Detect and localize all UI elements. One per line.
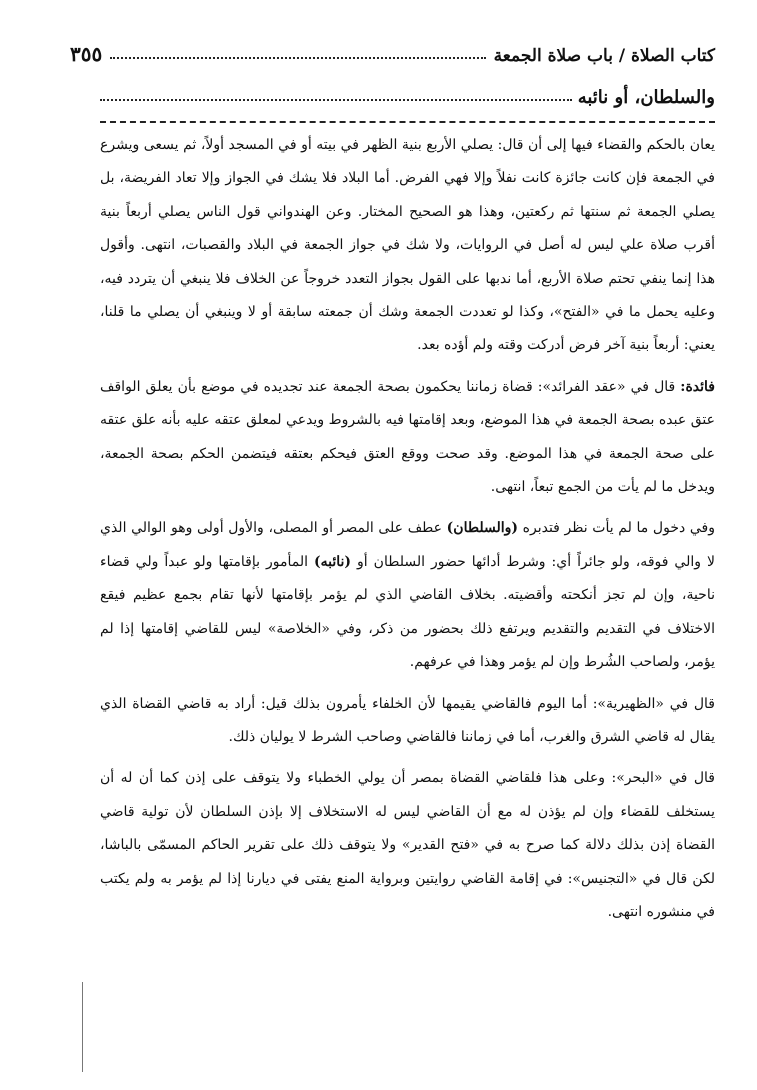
running-title: كتاب الصلاة / باب صلاة الجمعة	[493, 46, 715, 66]
paragraph-4: قال في «الظهيرية»: أما اليوم فالقاضي يقيمها لأن الخلفاء يأمرون بذلك قيل: أراد به قاضي القضاة الذي يقال له قاضي الشرق والغرب، أما في زماننا فالقاضي وصاحب الشرط لا يوليان ذلك.	[100, 695, 715, 745]
paragraph-5: قال في «البحر»: وعلى هذا فلقاضي القضاة بمصر أن يولي الخطباء ولا يتوقف على إذن كما أن له أن يستخلف للقضاء وإن لم يؤذن له مع أن القاضي ليس له الاستخلاف إلا بإذن السلطان لأن تولية قاضي القضاة إذن بذلك دلالة كما صرح به في «فتح القدير» ولا يتوقف ذلك على تقرير الحاكم المسمّى بالباشا، لكن قال في «التجنيس»: في إقامة القاضي روايتين وبرواية المنع يفتى في ديارنا إذا لم يؤمر به ولم يكتب في منشوره انتهى.	[100, 770, 715, 920]
commentary-body	[100, 129, 715, 929]
matn-dotted-leader	[100, 99, 572, 101]
paragraph-3-part-c: عطف على المصر أو المصلى، والأول أولى وهو الوالي الذي لا والي فوقه، ولو جائراً أي: وشرط أدائها حضور السلطان أو	[100, 520, 715, 570]
paragraph-2-text: قال في «عقد الفرائد»: قضاة زماننا يحكمون بصحة الجمعة عند تجديده في موضع بأن يعلق الواقف عتق عبده بصحة الجمعة في هذا الموضع، وبعد إقامتها فيه بالشروط ويدعي لمعلق عتقه عليه بأنه علق عتقه على صحة الجمعة في هذا الموضع. وقد صحت ووقع العتق فيحكم بعتقه فيتضمن الحكم بصحة الجمعة، ويدخل ما لم يأت من الجمع تبعاً، انتهى.	[100, 378, 715, 496]
paragraph-3-part-e: المأمور بإقامتها ولو عبداً ولي قضاء ناحية، وإن لم تجز أنكحته وأقضيته. بخلاف القاضي الذي لم يؤمر بإقامتها لأنها تقام بجمع عظيم فيقع الاختلاف في التقديم والتقديم ويرتفع ذلك بحضور من ذكر، وفي «الخلاصة» ليس للقاضي إقامتها إذا لم يؤمر، ولصاحب الشُرط وإن لم يؤمر وهذا في عرفهم.	[100, 553, 715, 671]
page-header	[70, 36, 715, 66]
text-divider	[100, 121, 715, 123]
margin-scan-line	[82, 982, 83, 1072]
paragraph-1: يعان بالحكم والقضاء فيها إلى أن قال: يصلي الأربع بنية الظهر في بيته أو في المسجد أولاً، ثم يسعى ويشرع في الجمعة فإن كانت جائزة كانت نفلاً وإلا فهي الفرض. أما البلاد فلا يشك في الجواز وإلا تعاد الفريضة، بل يصلي الجمعة ثم سنتها ثم ركعتين، وهذا هو الصحيح المختار. وعن الهندواني قول الناس يصلي أربعاً بنية أقرب صلاة علي ليس له أصل في الروايات، ولا شك في جواز الجمعة في البلاد والقصبات، انتهى. وأقول هذا إنما ينفي تحتم صلاة الأربع، أما ندبها على القول بجواز التعدد خروجاً عن الخلاف فلا ينبغي أن يتردد فيه، وعليه يحمل ما في «الفتح»، وكذا لو تعددت الجمعة وشك أن جمعته سابقة أو لا وينبغي أن يصلي ما قلنا، يعني: أربعاً بنية آخر فرض أدركت وقته ولم أؤده بعد.	[100, 137, 715, 354]
page-number: ٣٥٥	[70, 42, 103, 66]
paragraph-2-label: فائدة:	[680, 378, 715, 395]
paragraph-2	[100, 371, 715, 505]
paragraph-3	[100, 512, 715, 679]
paragraph-3-part-a: وفي دخول ما لم يأت نظر فتدبره	[518, 520, 715, 537]
header-dotted-leader	[110, 57, 485, 59]
paragraph-3-matn-sultan: (والسلطان)	[446, 520, 518, 537]
paragraph-3-matn-naib: (نائبه)	[314, 553, 352, 570]
matn-line	[100, 78, 715, 108]
matn-text: والسلطان، أو نائبه	[577, 87, 715, 108]
